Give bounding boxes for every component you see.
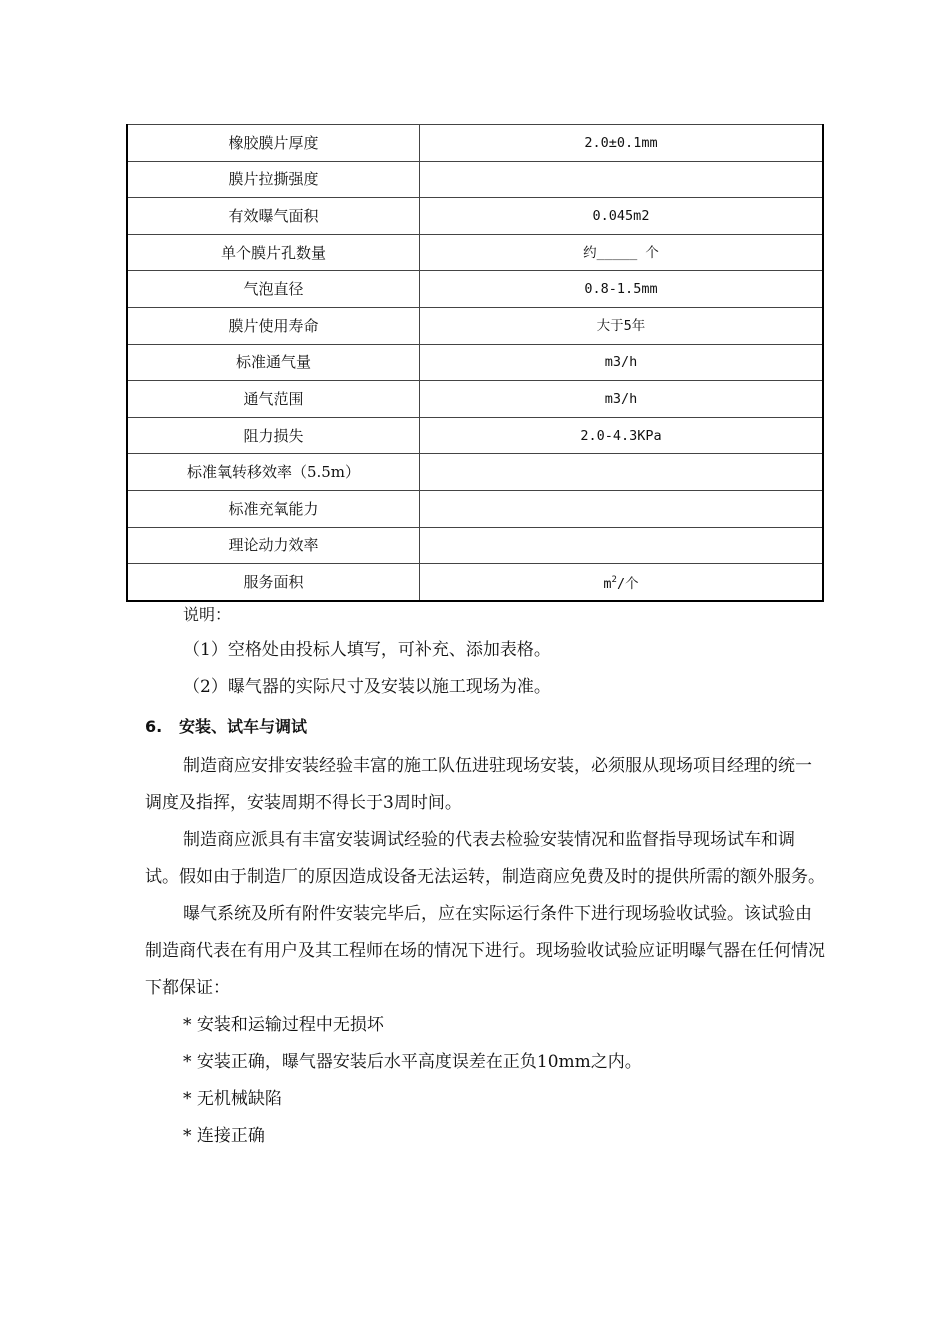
row-label: 膜片使用寿命	[127, 307, 420, 344]
table-row	[127, 161, 823, 198]
row-value: m3/h	[420, 381, 824, 418]
note-item: （1）空格处由投标人填写，可补充、添加表格。	[183, 640, 551, 660]
unit-superscript: 2	[611, 574, 617, 585]
row-label: 标准氧转移效率（5.5m）	[127, 454, 420, 491]
notes-title: 说明：	[183, 605, 232, 624]
row-value	[420, 454, 824, 491]
bullet-item: * 无机械缺陷	[183, 1089, 282, 1109]
row-label: 气泡直径	[127, 271, 420, 308]
section-heading	[145, 706, 825, 748]
row-value: m3/h	[420, 344, 824, 381]
table-row	[127, 271, 823, 308]
row-label: 橡胶膜片厚度	[127, 125, 420, 162]
row-label: 单个膜片孔数量	[127, 234, 420, 271]
row-label: 膜片拉撕强度	[127, 161, 420, 198]
bullet-item: * 安装和运输过程中无损坏	[183, 1015, 384, 1035]
unit-tail: /个	[616, 575, 639, 592]
row-label: 有效曝气面积	[127, 198, 420, 235]
note-item: （2）曝气器的实际尺寸及安装以施工现场为准。	[183, 677, 551, 697]
body-paragraph: 曝气系统及所有附件安装完毕后，应在实际运行条件下进行现场验收试验。该试验由制造商代表在有用户及其工程师在场的情况下进行。现场验收试验应证明曝气器在任何情况下都保证：	[145, 904, 825, 998]
row-value	[420, 161, 824, 198]
spec-table	[126, 124, 824, 602]
row-value: 2.0±0.1mm	[420, 125, 824, 162]
row-value: 0.8-1.5mm	[420, 271, 824, 308]
row-value	[420, 490, 824, 527]
bullet-item: * 连接正确	[183, 1126, 265, 1146]
document-body	[145, 598, 825, 1155]
table-row	[127, 234, 823, 271]
row-value	[420, 564, 824, 601]
row-value: 2.0-4.3KPa	[420, 417, 824, 454]
row-label: 通气范围	[127, 381, 420, 418]
row-value	[420, 527, 824, 564]
table-row	[127, 344, 823, 381]
row-label: 服务面积	[127, 564, 420, 601]
bullet-item: * 安装正确，曝气器安装后水平高度误差在正负10mm之内。	[183, 1052, 642, 1072]
row-value: 大于5年	[420, 307, 824, 344]
table-row	[127, 307, 823, 344]
table-row	[127, 198, 823, 235]
table-row	[127, 454, 823, 491]
section-number: 6.	[145, 717, 163, 736]
row-value: 约_____ 个	[420, 234, 824, 271]
body-paragraph: 制造商应派具有丰富安装调试经验的代表去检验安装情况和监督指导现场试车和调试。假如由于制造厂的原因造成设备无法运转，制造商应免费及时的提供所需的额外服务。	[145, 830, 825, 887]
table-row	[127, 564, 823, 601]
unit-base: m	[603, 575, 612, 592]
table-row	[127, 381, 823, 418]
table-row	[127, 490, 823, 527]
row-label: 标准充氧能力	[127, 490, 420, 527]
table-row	[127, 417, 823, 454]
table-row	[127, 125, 823, 162]
section-title: 安装、试车与调试	[179, 717, 308, 736]
body-paragraph: 制造商应安排安装经验丰富的施工队伍进驻现场安装，必须服从现场项目经理的统一调度及指挥，安装周期不得长于3周时间。	[145, 756, 812, 813]
row-label: 标准通气量	[127, 344, 420, 381]
row-label: 阻力损失	[127, 417, 420, 454]
row-label: 理论动力效率	[127, 527, 420, 564]
table-row	[127, 527, 823, 564]
row-value: 0.045m2	[420, 198, 824, 235]
